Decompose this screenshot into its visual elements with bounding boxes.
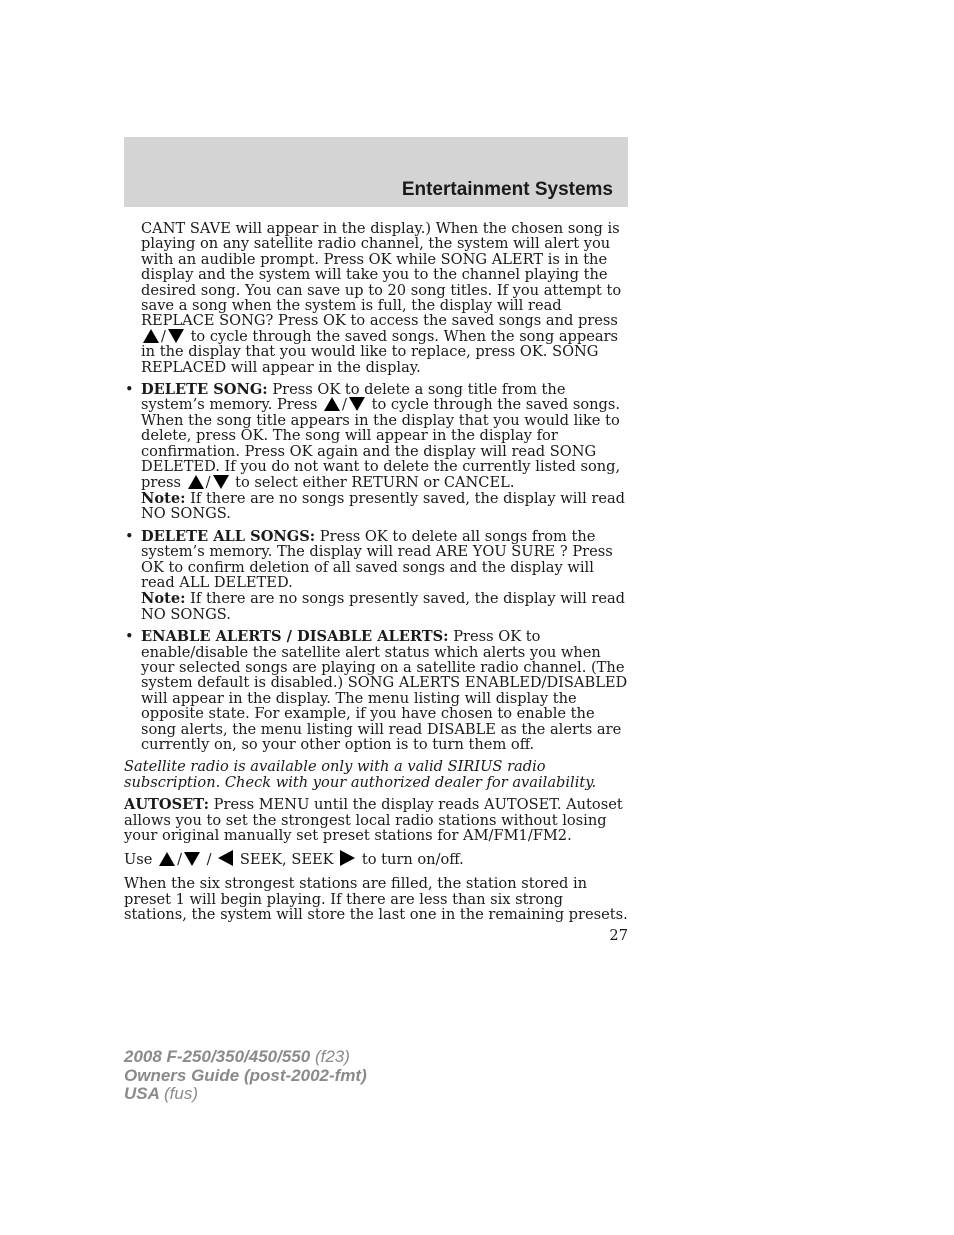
list-item: • DELETE SONG: Press OK to delete a song title from the system’s memory. Press / to cycle through the saved songs. When the song title appears in the display that you would like to delete, press OK. The song will appear in the display for confirmation. Press OK again and the display will read SONG DELETED. If you do not want to delete the currently listed song, press / to select either RETURN or CANCEL. Note: If there are no songs presently saved, the display will read NO SONGS. (125, 381, 626, 523)
bullet-text: Press OK to delete all songs from the system’s memory. The display will read ARE YOU SURE ? Press OK to confirm deletion of all saved songs and the display will read ALL DELETED. (141, 527, 613, 591)
bullet-title: DELETE ALL SONGS: (141, 527, 316, 545)
intro-mid-text: to cycle through the saved (190, 327, 388, 345)
bullet-icon: • (125, 628, 134, 646)
arrow-right-icon (340, 850, 355, 866)
footer-region: USA (124, 1084, 160, 1103)
bullet-text: to select either RETURN or CANCEL. (235, 473, 515, 491)
autoset-use-line (124, 850, 628, 869)
bullet-title: ENABLE ALERTS / DISABLE ALERTS: (141, 628, 449, 646)
section-header (124, 137, 628, 207)
arrow-down-icon (184, 852, 200, 866)
arrow-up-icon (188, 475, 204, 489)
slash-separator: / (206, 851, 212, 869)
arrow-down-icon (349, 397, 365, 411)
autoset-final-paragraph: When the six strongest stations are filled, the station stored in preset 1 will begin playing. If there are less than six strong stations, the system will store the last one in the remaining presets. (124, 875, 628, 924)
note-label: Note: (141, 590, 186, 608)
bullet-text: Press OK to delete a song title from the system’s memory. Press (141, 381, 566, 414)
bullet-text: to cycle through the saved songs. When the song title appears in the display that you would like to delete, press OK. The song will appear in the display for confirmation. Press OK again and the display will read SONG DELETED. If you do not want to delete the currently listed song, press (141, 396, 621, 491)
seek-text: SEEK, SEEK (239, 851, 334, 869)
satellite-note: Satellite radio is available only with a valid SIRIUS radio subscription. Check with your authorized dealer for availability. (124, 758, 597, 791)
intro-text: CANT SAVE will appear in the display.) When the chosen song is playing on any satellite radio channel, the system will alert you with an audible prompt. Press OK while SONG ALERT is in the display and the system will take you to the channel playing the desired song. You can save up to 20 song titles. If you attempt to save a song when the system is full, the display will read REPLACE SONG? Press OK to access the saved songs and press (141, 220, 622, 330)
arrow-left-icon (218, 850, 233, 866)
intro-paragraph: CANT SAVE will appear in the display.) When the chosen song is playing on any satellite radio channel, the system will alert you with an audible prompt. Press OK while SONG ALERT is in the display and the system will take you to the channel playing the desired song. You can save up to 20 song titles. If you attempt to save a song when the system is full, the display will read REPLACE SONG? Press OK to access the saved songs and press / to cycle through the saved songs. When the song appears in the display that you would like to replace, press OK. SONG REPLACED will appear in the display. (141, 220, 622, 376)
bullet-icon: • (125, 527, 134, 545)
slash-separator: / (177, 851, 182, 869)
section-title: Entertainment Systems (401, 179, 613, 200)
use-prefix: Use (124, 851, 153, 869)
autoset-title: AUTOSET: (124, 796, 210, 814)
footer-region-code: (fus) (164, 1084, 198, 1103)
arrow-up-icon (143, 329, 159, 343)
page-number: 27 (609, 927, 628, 944)
autoset-text: Press MENU until the display reads AUTOSET. Autoset allows you to set the strongest local radio stations without losing your original manually set preset stations for AM/FM1/FM2. (124, 796, 623, 845)
arrow-up-icon (324, 397, 340, 411)
bullet-title: DELETE SONG: (141, 381, 268, 399)
arrow-down-icon (168, 329, 184, 343)
footer-model: 2008 F-250/350/450/550 (124, 1047, 311, 1066)
bullet-text: Press OK to enable/disable the satellite alert status which alerts you when your selected songs are playing on a satellite radio channel. (The system default is disabled.) SONG ALERTS ENABLED/DISABLED will appear in the display. The menu listing will display the opposite state. For example, if you have chosen to enable the song alerts, the menu listing will read DISABLE as the alerts are currently on, so your other option is to turn them off. (141, 628, 628, 753)
list-item (124, 629, 628, 752)
use-suffix: to turn on/off. (361, 851, 464, 869)
note-text: If there are no songs presently saved, the display will read NO SONGS. (141, 489, 626, 523)
list-item (124, 529, 628, 622)
page-content (124, 221, 628, 923)
bullet-icon: • (125, 381, 134, 399)
footer-model-code: (f23) (314, 1047, 350, 1066)
arrow-down-icon (213, 475, 229, 489)
note-label: Note: (141, 489, 186, 507)
footer-guide: Owners Guide (post-2002-fmt) (124, 1065, 367, 1085)
note-text: If there are no songs presently saved, the display will read NO SONGS. (141, 590, 626, 623)
intro-tail-text: songs. When the song appears in the display that you would like to replace, press OK. SONG REPLACED will appear in the display. (141, 327, 619, 376)
autoset-paragraph (124, 797, 628, 843)
arrow-up-icon (159, 852, 175, 866)
document-footer (124, 1048, 367, 1104)
